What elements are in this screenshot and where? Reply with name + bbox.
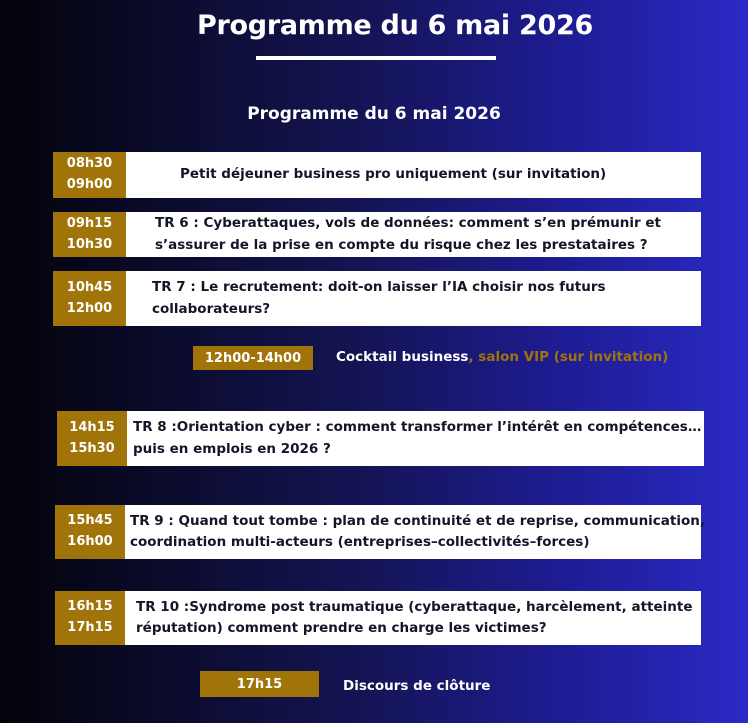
closing-time-box: 17h15 <box>200 671 319 697</box>
session-end-time: 15h30 <box>69 440 115 456</box>
session-description <box>126 212 701 257</box>
session-description <box>126 271 701 326</box>
session-start-time: 16h15 <box>67 599 113 615</box>
session-line: Petit déjeuner business pro uniquement (sur invitation) <box>180 166 607 183</box>
session-line: puis en emplois en 2026 ? <box>133 440 331 457</box>
session-time-box <box>55 505 125 559</box>
cocktail-time-box: 12h00-14h00 <box>193 346 313 370</box>
session-line: réputation) comment prendre en charge les victimes? <box>136 620 547 636</box>
session-description <box>126 152 701 198</box>
session-time-box <box>53 212 126 257</box>
title-underline <box>256 56 496 60</box>
session-start-time: 10h45 <box>66 279 113 295</box>
session-line: collaborateurs? <box>152 300 271 317</box>
session-time-box <box>53 152 126 198</box>
page-subtitle: Programme du 6 mai 2026 <box>247 104 501 124</box>
session-end-time: 12h00 <box>66 300 113 316</box>
session-line: coordination multi-acteurs (entreprises–collectivités–forces) <box>130 534 590 550</box>
session-line: TR 6 : Cyberattaques, vols de données: comment s’en prémunir et <box>155 215 661 232</box>
session-start-time: 09h15 <box>66 215 113 231</box>
session-line: TR 9 : Quand tout tombe : plan de continuité et de reprise, communication, <box>130 512 706 529</box>
session-start-time: 08h30 <box>66 156 113 172</box>
closing-label: Discours de clôture <box>343 678 491 694</box>
session-line: s’assurer de la prise en compte du risque chez les prestataires ? <box>155 236 648 253</box>
session-line: TR 10 :Syndrome post traumatique (cyberattaque, harcèlement, atteinte <box>136 598 693 615</box>
cocktail-text <box>336 349 668 365</box>
cocktail-label: Cocktail business <box>336 349 469 365</box>
session-end-time: 16h00 <box>67 534 113 549</box>
session-end-time: 17h15 <box>67 620 113 635</box>
session-line: TR 8 :Orientation cyber : comment transformer l’intérêt en compétences… <box>133 419 702 436</box>
session-time-box <box>57 411 127 466</box>
session-time-box <box>53 271 126 326</box>
session-end-time: 09h00 <box>66 177 113 192</box>
page-title: Programme du 6 mai 2026 <box>197 10 593 41</box>
session-end-time: 10h30 <box>66 236 113 252</box>
session-description <box>125 591 701 645</box>
session-start-time: 15h45 <box>67 513 113 529</box>
session-time-box <box>55 591 125 645</box>
cocktail-detail: , salon VIP (sur invitation) <box>468 349 669 365</box>
session-description <box>127 411 704 466</box>
session-description <box>125 505 706 559</box>
session-line: TR 7 : Le recrutement: doit-on laisser l’IA choisir nos futurs <box>152 279 606 296</box>
session-start-time: 14h15 <box>69 419 115 435</box>
